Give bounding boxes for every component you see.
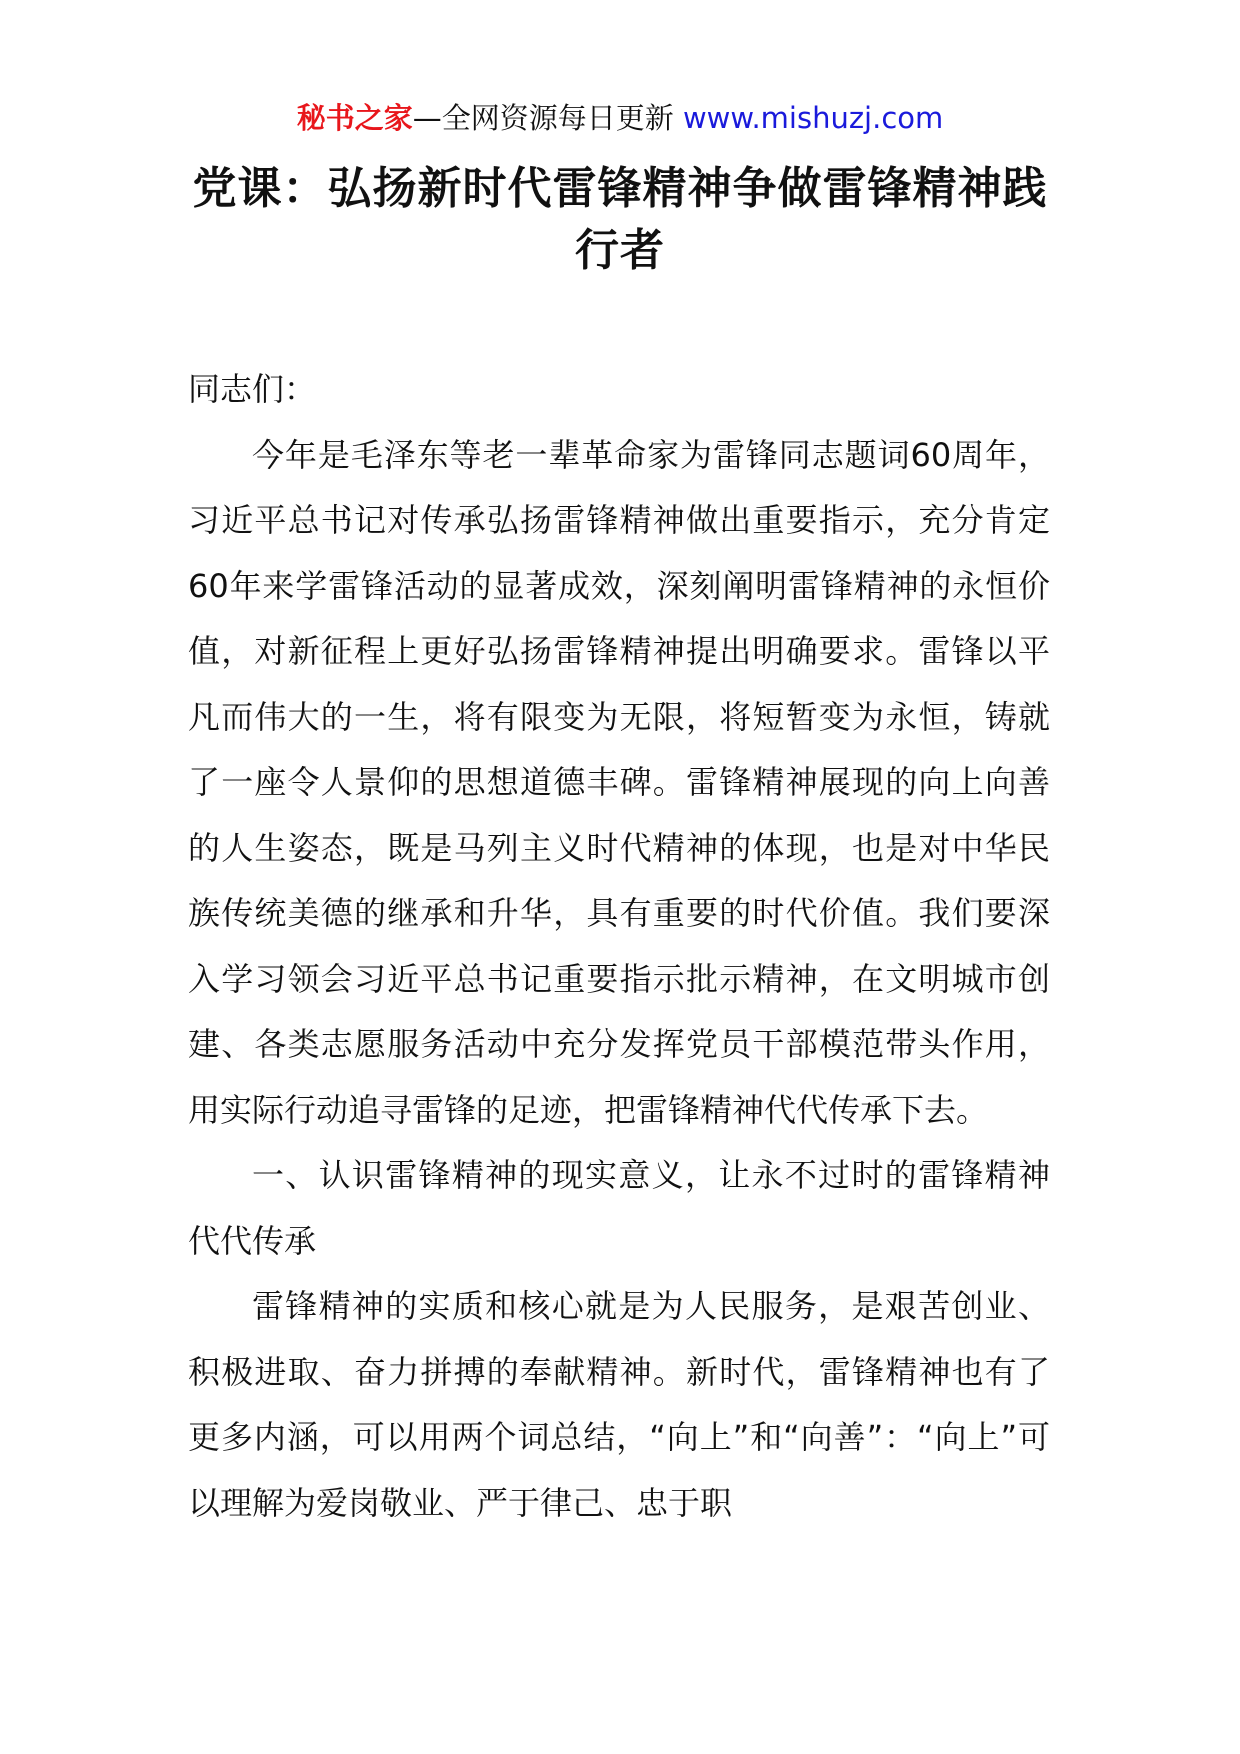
site-url[interactable]: www.mishuzj.com [682,101,944,135]
site-tagline: —全网资源每日更新 [412,101,674,135]
paragraph-section-1: 雷锋精神的实质和核心就是为人民服务，是艰苦创业、积极进取、奋力拼搏的奉献精神。新时代，雷锋精神也有了更多内涵，可以用两个词总结，“向上”和“向善”：“向上”可以理解为爱岗敬业、严于律己、忠于职 [188,1287,1050,1522]
site-name: 秘书之家 [296,101,413,135]
document-body [188,357,1050,1536]
site-header [0,98,1240,138]
section-heading-1: 一、认识雷锋精神的现实意义，让永不过时的雷锋精神代代传承 [188,1156,1050,1260]
salutation: 同志们： [188,370,317,408]
document-title: 党课：弘扬新时代雷锋精神争做雷锋精神践行者 [192,163,1048,276]
paragraph-intro: 今年是毛泽东等老一辈革命家为雷锋同志题词60周年，习近平总书记对传承弘扬雷锋精神做出重要指示，充分肯定60年来学雷锋活动的显著成效，深刻阐明雷锋精神的永恒价值，对新征程上更好弘扬雷锋精神提出明确要求。雷锋以平凡而伟大的一生，将有限变为无限，将短暂变为永恒，铸就了一座令人景仰的思想道德丰碑。雷锋精神展现的向上向善的人生姿态，既是马列主义时代精神的体现，也是对中华民族传统美德的继承和升华，具有重要的时代价值。我们要深入学习领会习近平总书记重要指示批示精神，在文明城市创建、各类志愿服务活动中充分发挥党员干部模范带头作用，用实际行动追寻雷锋的足迹，把雷锋精神代代传承下去。 [188,435,1050,1129]
